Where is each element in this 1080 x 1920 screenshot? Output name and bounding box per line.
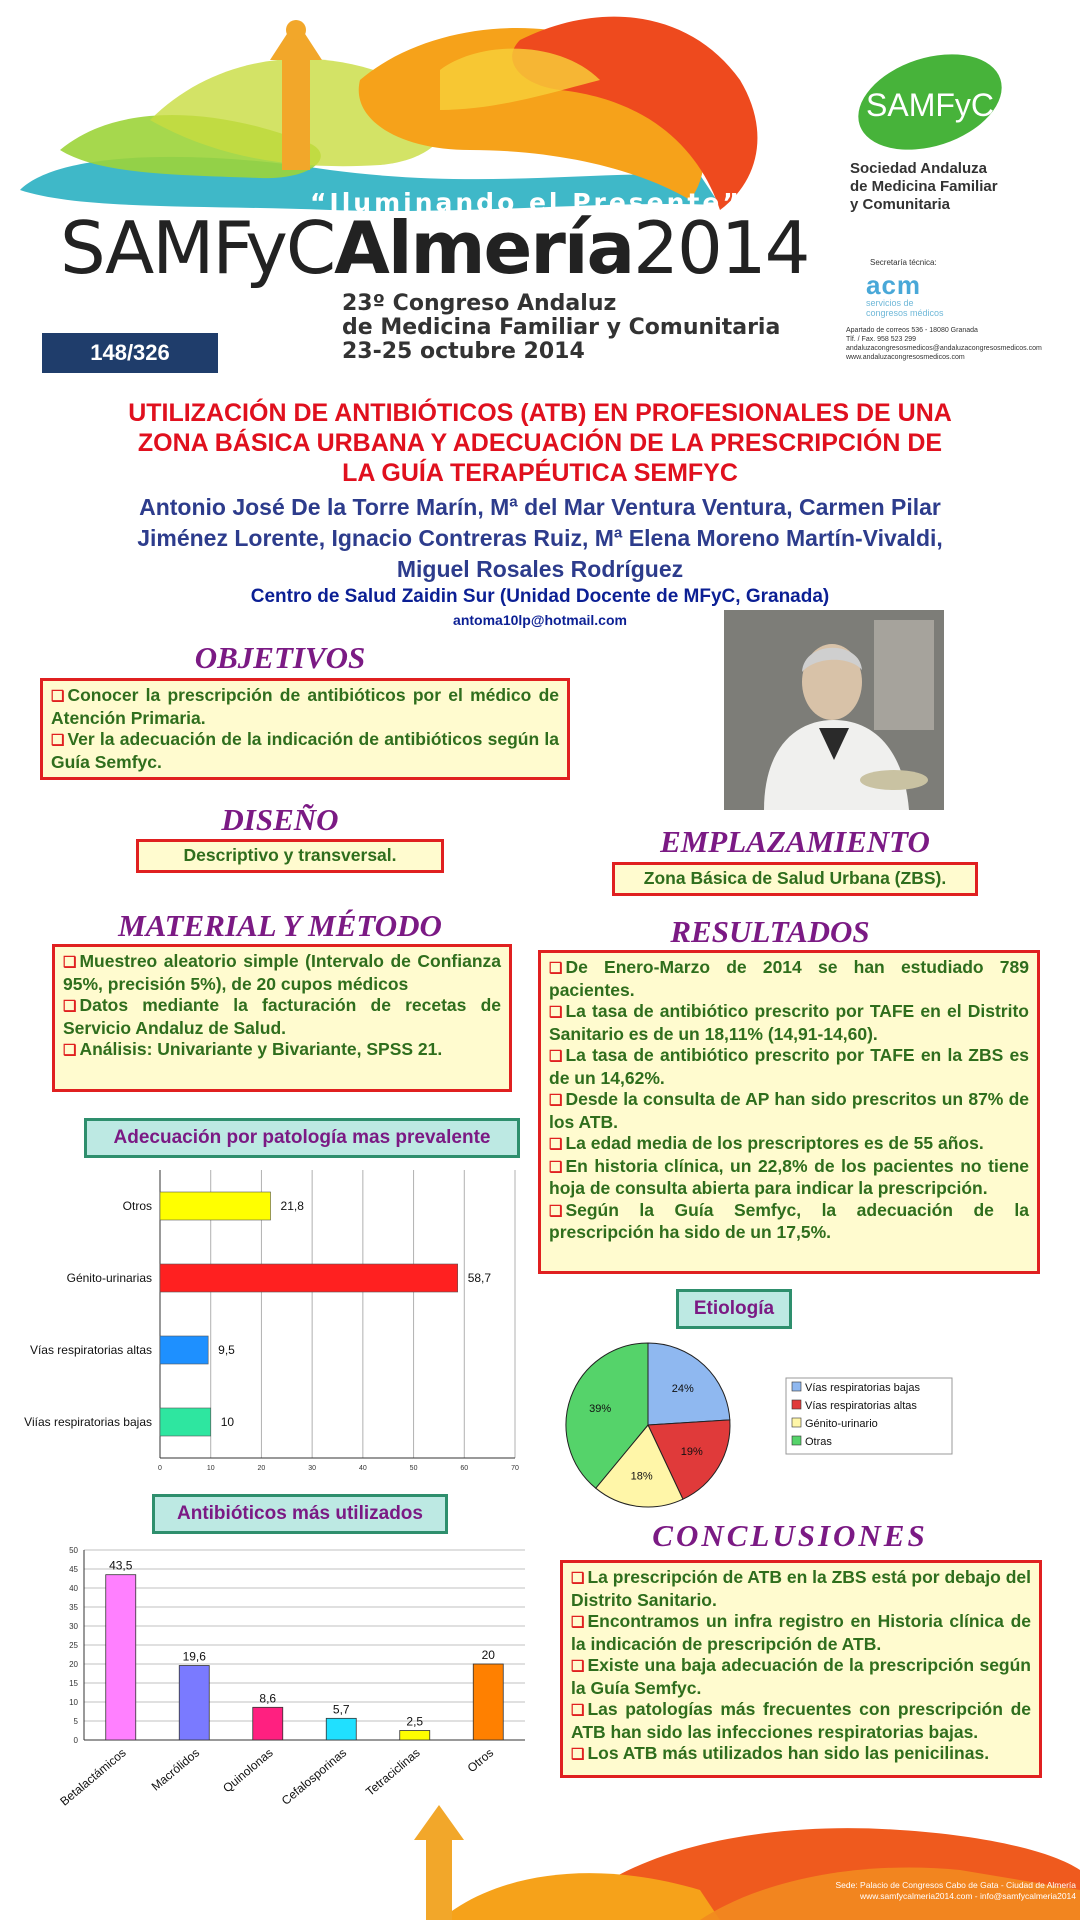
checkbox-bullet-icon: ❑: [549, 1202, 563, 1220]
category-label: Tetraciclinas: [363, 1745, 423, 1799]
category-label: Betalactámicos: [57, 1745, 129, 1809]
footer-line: Sede: Palacio de Congresos Cabo de Gata - Ciudad de Almería: [835, 1880, 1076, 1890]
list-item-text: Análisis: Univariante y Bivariante, SPSS 21.: [79, 1039, 443, 1059]
society-line: Sociedad Andaluza: [850, 160, 987, 177]
footer-line: www.samfycalmeria2014.com - info@samfycalmeria2014: [859, 1891, 1076, 1901]
logo-text: SAMFyC: [866, 87, 994, 123]
list-item: [549, 1001, 1029, 1045]
checkbox-bullet-icon: ❑: [549, 960, 563, 977]
list-item: [51, 729, 559, 773]
list-item: [571, 1699, 1031, 1743]
list-item-text: Muestreo aleatorio simple (Intervalo de Confianza 95%, precisión 5%), de 20 cupos médicos: [63, 951, 501, 994]
emplazamiento-text: Zona Básica de Salud Urbana (ZBS).: [643, 868, 947, 888]
checkbox-bullet-icon: ❑: [549, 1048, 563, 1065]
category-label: Génito-urinarias: [66, 1271, 152, 1285]
title-line: ZONA BÁSICA URBANA Y ADECUACIÓN DE LA PRESCRIPCIÓN DE: [137, 429, 943, 457]
emplazamiento-box: [612, 862, 978, 896]
title-line: UTILIZACIÓN DE ANTIBIÓTICOS (ATB) EN PROFESIONALES DE UNA: [128, 399, 952, 427]
material-heading: MATERIAL Y MÉTODO: [118, 908, 442, 943]
list-item: [63, 995, 501, 1039]
legend-label: Génito-urinario: [805, 1418, 878, 1430]
list-item-text: Conocer la prescripción de antibióticos por el médico de Atención Primaria.: [51, 685, 559, 728]
legend-label: Vías respiratorias altas: [805, 1400, 917, 1412]
society-line: y Comunitaria: [850, 196, 951, 213]
samfyc-logo: [852, 54, 1004, 152]
legend-swatch: [792, 1418, 801, 1427]
list-item: [549, 1089, 1029, 1133]
checkbox-bullet-icon: ❑: [63, 954, 77, 971]
event-name-part: SAMFyC: [60, 206, 335, 290]
list-item: [549, 1200, 1029, 1244]
congress-dates: 23-25 octubre 2014: [342, 339, 585, 364]
category-label: Quinolonas: [220, 1745, 276, 1796]
objetivos-box: [40, 678, 570, 780]
checkbox-bullet-icon: ❑: [549, 1004, 563, 1021]
contact-line: Tlf. / Fax. 958 523 299: [846, 336, 917, 343]
acm-logo: acm: [866, 270, 922, 300]
contact-line: Apartado de correos 536 - 18080 Granada: [846, 327, 978, 334]
acm-subtitle: servicios de congresos médicos: [866, 298, 944, 318]
bar: [473, 1664, 503, 1740]
list-item: [571, 1655, 1031, 1699]
objetivos-heading: OBJETIVOS: [194, 640, 366, 675]
category-label: Viías respiratorias bajas: [24, 1415, 152, 1429]
list-item-text: De Enero-Marzo de 2014 se han estudiado 789 pacientes.: [549, 957, 1029, 1000]
legend-label: Otras: [805, 1436, 832, 1448]
tick-label: 40: [358, 1465, 367, 1472]
checkbox-bullet-icon: ❑: [51, 688, 65, 705]
tick-label: 0: [158, 1465, 162, 1472]
checkbox-bullet-icon: ❑: [571, 1570, 585, 1587]
poster-id-badge: 148/326: [42, 333, 218, 373]
event-name-city: Almería: [334, 206, 634, 290]
tick-label: 40: [69, 1584, 78, 1593]
legend-swatch: [792, 1436, 801, 1445]
data-label: 10: [220, 1415, 235, 1429]
list-item-text: Las patologías más frecuentes con prescripción de ATB han sido las infecciones respiratorias bajas.: [571, 1699, 1031, 1742]
society-name: [850, 160, 998, 214]
category-label: Cefalosporinas: [278, 1745, 350, 1808]
event-tagline: “Iluminando el Presente”: [310, 188, 742, 217]
list-item: [51, 685, 559, 729]
list-item: [549, 1156, 1029, 1200]
portrait-drawing: [724, 610, 944, 810]
poster-title: [60, 398, 1020, 488]
tick-label: 45: [69, 1565, 78, 1574]
checkbox-bullet-icon: ❑: [549, 1136, 563, 1153]
diseno-box: [136, 839, 444, 873]
slice-label: 39%: [589, 1402, 612, 1415]
tick-label: 5: [73, 1717, 78, 1726]
conclusiones-box: [560, 1560, 1042, 1778]
contact-line: andaluzacongresosmedicos@andaluzacongresosmedicos.com: [846, 345, 1042, 352]
society-line: de Medicina Familiar: [850, 178, 998, 195]
event-name: [60, 206, 809, 290]
bar: [160, 1336, 208, 1364]
congress-line: de Medicina Familiar y Comunitaria: [342, 315, 781, 340]
tick-label: 60: [460, 1465, 469, 1472]
data-label: 5,7: [332, 1702, 350, 1717]
tick-label: 50: [409, 1465, 418, 1472]
conclusiones-heading: CONCLUSIONES: [652, 1518, 928, 1553]
bar: [160, 1408, 211, 1436]
adecuacion-bar-chart: [0, 1160, 530, 1480]
list-item-text: La tasa de antibiótico prescrito por TAFE en el Distrito Sanitario es de un 18,11% (14,91-14,60).: [549, 1001, 1029, 1044]
checkbox-bullet-icon: ❑: [571, 1746, 585, 1763]
tick-label: 30: [69, 1622, 78, 1631]
resultados-box: [538, 950, 1040, 1274]
footer-venue: [760, 1880, 1076, 1902]
data-label: 9,5: [218, 1343, 235, 1357]
antibioticos-bar-chart: [40, 1540, 540, 1830]
list-item-text: Datos mediante la facturación de recetas de Servicio Andaluz de Salud.: [63, 995, 501, 1038]
tick-label: 10: [69, 1698, 78, 1707]
checkbox-bullet-icon: ❑: [549, 1092, 563, 1109]
legend-swatch: [792, 1400, 801, 1409]
list-item-text: Ver la adecuación de la indicación de antibióticos según la Guía Semfyc.: [51, 729, 559, 772]
data-label: 58,7: [467, 1271, 492, 1285]
list-item: [549, 1133, 1029, 1156]
secretaria-label: Secretaría técnica:: [870, 258, 937, 267]
authors-line: Miguel Rosales Rodríguez: [396, 556, 684, 582]
bar: [326, 1718, 356, 1740]
authors-line: Jiménez Lorente, Ignacio Contreras Ruiz, Mª Elena Moreno Martín-Vivaldi,: [137, 525, 943, 551]
secretaria-contact: [846, 326, 1042, 362]
tick-label: 15: [69, 1679, 78, 1688]
bar: [106, 1575, 136, 1740]
tick-label: 0: [73, 1736, 78, 1745]
category-label: Macrólidos: [148, 1745, 203, 1794]
event-name-year: 2014: [633, 206, 809, 290]
checkbox-bullet-icon: ❑: [51, 732, 65, 749]
authors: [110, 492, 970, 585]
category-label: Vías respiratorias altas: [29, 1343, 152, 1357]
diseno-text: Descriptivo y transversal.: [183, 845, 397, 865]
etiologia-chart-label: Etiología: [676, 1289, 792, 1329]
contact-email[interactable]: antoma10lp@hotmail.com: [453, 612, 627, 628]
slice-label: 19%: [680, 1445, 703, 1458]
bar: [253, 1707, 283, 1740]
antibioticos-chart-label: Antibióticos más utilizados: [152, 1494, 448, 1534]
checkbox-bullet-icon: ❑: [549, 1158, 563, 1176]
list-item-text: La tasa de antibiótico prescrito por TAFE en la ZBS es de un 14,62%.: [549, 1045, 1029, 1088]
contact-line: www.andaluzacongresosmedicos.com: [846, 354, 965, 361]
data-label: 20: [481, 1648, 495, 1662]
tick-label: 25: [69, 1641, 78, 1650]
list-item-text: La edad media de los prescriptores es de 55 años.: [565, 1133, 984, 1153]
bar: [400, 1731, 430, 1741]
resultados-heading: RESULTADOS: [670, 914, 870, 949]
list-item-text: Los ATB más utilizados han sido las penicilinas.: [587, 1743, 990, 1763]
list-item-text: Según la Guía Semfyc, la adecuación de la prescripción ha sido de un 17,5%.: [549, 1199, 1029, 1242]
list-item: [571, 1611, 1031, 1655]
list-item: [63, 951, 501, 995]
data-label: 2,5: [406, 1714, 424, 1729]
etiologia-pie-chart: [560, 1340, 960, 1520]
congress-line: 23º Congreso Andaluz: [342, 291, 617, 316]
diseno-heading: DISEÑO: [221, 802, 339, 837]
affiliation: Centro de Salud Zaidin Sur (Unidad Docente de MFyC, Granada): [250, 586, 830, 607]
tick-label: 20: [69, 1660, 78, 1669]
category-label: Otros: [464, 1745, 497, 1776]
tick-label: 20: [257, 1465, 266, 1472]
list-item: [549, 1045, 1029, 1089]
bar: [179, 1666, 209, 1740]
checkbox-bullet-icon: ❑: [571, 1614, 585, 1631]
adecuacion-chart-label: Adecuación por patología mas prevalente: [84, 1118, 520, 1158]
legend-label: Vías respiratorias bajas: [805, 1382, 920, 1394]
slice-label: 24%: [671, 1382, 694, 1395]
list-item-text: Existe una baja adecuación de la prescripción según la Guía Semfyc.: [571, 1655, 1031, 1698]
checkbox-bullet-icon: ❑: [571, 1702, 585, 1719]
material-box: [52, 944, 512, 1092]
data-label: 8,6: [259, 1691, 277, 1706]
tick-label: 50: [69, 1546, 78, 1555]
authors-line: Antonio José De la Torre Marín, Mª del Mar Ventura Ventura, Carmen Pilar: [139, 494, 941, 520]
emplazamiento-heading: EMPLAZAMIENTO: [660, 824, 930, 859]
list-item-text: En historia clínica, un 22,8% de los pacientes no tiene hoja de consulta abierta para indicar la prescripción.: [549, 1155, 1029, 1198]
list-item: [571, 1743, 1031, 1766]
data-label: 43,5: [109, 1558, 133, 1573]
data-label: 19,6: [182, 1649, 206, 1664]
category-label: Otros: [122, 1199, 152, 1213]
legend-swatch: [792, 1382, 801, 1391]
checkbox-bullet-icon: ❑: [571, 1658, 585, 1675]
list-item-text: La prescripción de ATB en la ZBS está por debajo del Distrito Sanitario.: [571, 1567, 1031, 1610]
portrait-photo: [724, 610, 944, 810]
slice-label: 18%: [630, 1470, 653, 1483]
tick-label: 70: [511, 1465, 519, 1472]
checkbox-bullet-icon: ❑: [63, 998, 77, 1015]
list-item: [63, 1039, 501, 1062]
list-item: [571, 1567, 1031, 1611]
checkbox-bullet-icon: ❑: [63, 1042, 77, 1059]
list-item-text: Encontramos un infra registro en Historia clínica de la indicación de prescripción de ATB.: [571, 1611, 1031, 1654]
bar: [160, 1192, 271, 1220]
tick-label: 30: [308, 1465, 317, 1472]
title-line: LA GUÍA TERAPÉUTICA SEMFYC: [342, 459, 738, 487]
tick-label: 10: [206, 1465, 215, 1472]
congress-info: [342, 292, 780, 364]
list-item: [549, 957, 1029, 1001]
data-label: 21,8: [280, 1199, 304, 1213]
list-item-text: Desde la consulta de AP han sido prescritos un 87% de los ATB.: [549, 1089, 1029, 1132]
bar: [160, 1264, 458, 1292]
tick-label: 35: [69, 1603, 78, 1612]
